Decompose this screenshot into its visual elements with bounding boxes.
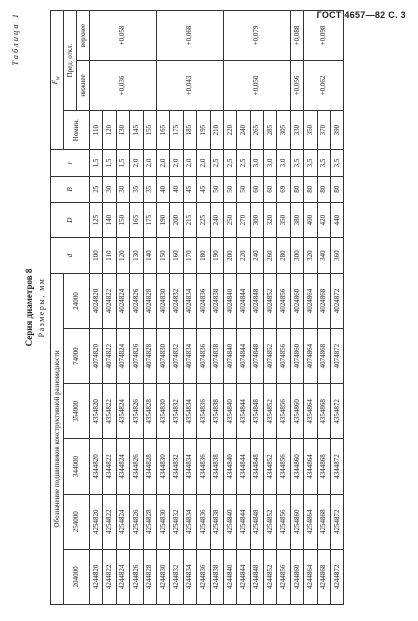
table-cell: 100 [90,238,103,273]
table-cell: 4244844 [237,549,250,604]
col-B-header: B [51,176,90,202]
table-cell: 1,5 [116,150,129,176]
table-cell: 270 [237,202,250,237]
table-cell: 4024832 [170,273,183,328]
table-cell: 4354852 [264,384,277,439]
table-cell: 190 [210,238,223,273]
table-cell: 3,0 [250,150,263,176]
table-cell: 4244828 [143,549,156,604]
table-cell: 4074830 [156,329,169,384]
table-cell: 360 [331,238,344,273]
table-cell: 4074834 [183,329,196,384]
table-cell: 4354834 [183,384,196,439]
table-cell: 4074822 [103,329,116,384]
table-cell: 130 [130,238,143,273]
table-cell: 4244838 [210,549,223,604]
table-cell: 4344838 [210,439,223,494]
table-cell: 4354824 [116,384,129,439]
table-cell: 440 [331,202,344,237]
rotated-page [10,10,402,605]
table-cell: 350 [304,110,317,149]
table-cell: 4354826 [130,384,143,439]
table-cell: 150 [116,202,129,237]
table-head [51,11,90,605]
table-cell: 4244820 [90,549,103,604]
table-cell: 2,0 [143,150,156,176]
table-cell: 370 [317,110,330,149]
tolerance-upper: +0,079 [223,11,290,61]
table-cell: 165 [156,110,169,149]
table-cell: 225 [197,202,210,237]
table-cell: 175 [143,202,156,237]
table-cell: 45 [183,176,196,202]
fw-subscript: w [55,76,62,80]
table-cell: 2,0 [170,150,183,176]
table-cell: 69 [277,176,290,202]
table-cell: 4254836 [197,494,210,549]
table-cell: 80 [317,176,330,202]
table-cell: 4344852 [264,439,277,494]
table-cell: 50 [210,176,223,202]
table-cell: 4244826 [130,549,143,604]
table-cell: 4344834 [183,439,196,494]
table-cell: 350 [277,202,290,237]
table-cell: 140 [103,202,116,237]
table-cell: 4024820 [90,273,103,328]
table-body [90,11,344,605]
table-cell: 180 [197,238,210,273]
table-cell: 4244822 [103,549,116,604]
table-row [290,11,303,605]
table-cell: 4254864 [304,494,317,549]
table-cell: 30 [103,176,116,202]
table-cell: 4354840 [223,384,236,439]
table-cell: 4074836 [197,329,210,384]
table-cell: 380 [290,202,303,237]
tolerance-lower: +0,062 [304,61,344,111]
table-cell: 4244868 [317,549,330,604]
table-cell: 305 [277,110,290,149]
table-row [304,11,317,605]
table-cell: 145 [130,110,143,149]
table-cell: 4244848 [250,549,263,604]
table-cell: 4244830 [156,549,169,604]
table-cell: 4024824 [116,273,129,328]
table-cell: 4254826 [130,494,143,549]
table-cell: 4344824 [116,439,129,494]
table-cell: 200 [223,238,236,273]
table-subtitle: Размеры, мм [37,277,46,338]
table-cell: 150 [156,238,169,273]
type-header: 204000 [64,549,90,604]
table-cell: 215 [183,202,196,237]
table-cell: 4254840 [223,494,236,549]
table-cell: 2,0 [130,150,143,176]
type-header: 24000 [64,273,90,328]
table-cell: 140 [143,238,156,273]
table-cell: 4354836 [197,384,210,439]
table-cell: 4344830 [156,439,169,494]
table-title: Серия диаметров 8 [24,268,34,347]
table-cell: 4344828 [143,439,156,494]
tolerance-lower: +0,043 [156,61,223,111]
table-cell: 3,0 [277,150,290,176]
table-cell: 4074868 [317,329,330,384]
table-cell: 285 [264,110,277,149]
table-cell: 4074838 [210,329,223,384]
lower-header: нижнее [77,61,90,111]
table-cell: 4344836 [197,439,210,494]
table-cell: 1,5 [103,150,116,176]
table-cell: 35 [143,176,156,202]
table-cell: 4354820 [90,384,103,439]
tolerance-lower: +0,036 [90,61,157,111]
table-cell: 4074828 [143,329,156,384]
table-cell: 4074824 [116,329,129,384]
table-cell: 4024838 [210,273,223,328]
table-cell: 4344840 [223,439,236,494]
table-cell: 155 [143,110,156,149]
table-cell: 4354830 [156,384,169,439]
table-cell: 4074860 [290,329,303,384]
table-cell: 4024828 [143,273,156,328]
table-row [90,11,103,605]
table-cell: 4254838 [210,494,223,549]
tolerance-lower: +0,056 [290,61,303,111]
table-cell: 25 [90,176,103,202]
table-cell: 4024844 [237,273,250,328]
table-cell: 190 [156,202,169,237]
table-cell: 4254872 [331,494,344,549]
table-cell: 3,5 [304,150,317,176]
table-cell: 4244834 [183,549,196,604]
table-cell: 3,5 [331,150,344,176]
table-row [223,11,236,605]
table-cell: 4024848 [250,273,263,328]
table-cell: 60 [264,176,277,202]
table-cell: 4254830 [156,494,169,549]
page-header: ГОСТ 4657—82 С. 3 [316,10,406,20]
table-cell: 110 [103,238,116,273]
table-cell: 280 [277,238,290,273]
table-cell: 130 [116,110,129,149]
table-cell: 4344822 [103,439,116,494]
bearing-table [50,10,344,605]
table-cell: 4254820 [90,494,103,549]
table-cell: 4354868 [317,384,330,439]
tolerance-upper: +0,088 [290,11,303,61]
table-cell: 3,0 [264,150,277,176]
table-cell: 4344826 [130,439,143,494]
table-cell: 4074872 [331,329,344,384]
table-cell: 80 [331,176,344,202]
table-cell: 2,0 [156,150,169,176]
table-cell: 320 [304,238,317,273]
table-cell: 35 [130,176,143,202]
table-cell: 4024840 [223,273,236,328]
table-cell: 4254832 [170,494,183,549]
table-cell: 4354822 [103,384,116,439]
table-cell: 175 [170,110,183,149]
table-cell: 160 [170,238,183,273]
table-cell: 4354848 [250,384,263,439]
table-cell: 4354828 [143,384,156,439]
table-cell: 4024822 [103,273,116,328]
table-cell: 4024868 [317,273,330,328]
table-cell: 4254856 [277,494,290,549]
table-cell: 165 [130,202,143,237]
table-cell: 4344864 [304,439,317,494]
table-cell: 2,5 [237,150,250,176]
table-cell: 4254822 [103,494,116,549]
table-cell: 320 [264,202,277,237]
table-cell: 4024872 [331,273,344,328]
table-cell: 4024826 [130,273,143,328]
table-cell: 4074856 [277,329,290,384]
col-Fw-header [51,11,64,150]
table-cell: 4024852 [264,273,277,328]
type-header: 344000 [64,439,90,494]
table-cell: 125 [90,202,103,237]
table-cell: 330 [290,110,303,149]
table-cell: 45 [197,176,210,202]
table-cell: 340 [317,238,330,273]
table-cell: 260 [264,238,277,273]
table-cell: 4244824 [116,549,129,604]
table-cell: 4074844 [237,329,250,384]
table-cell: 4344848 [250,439,263,494]
table-cell: 40 [170,176,183,202]
table-cell: 170 [183,238,196,273]
tolerance-upper: +0,068 [156,11,223,61]
table-number: Таблица 1 [10,12,20,66]
table-cell: 4354832 [170,384,183,439]
table-cell: 4254828 [143,494,156,549]
table-cell: 4254824 [116,494,129,549]
table-cell: 4344832 [170,439,183,494]
table-cell: 4254852 [264,494,277,549]
table-cell: 220 [237,238,250,273]
table-cell: 4024834 [183,273,196,328]
type-header: 74000 [64,329,90,384]
deviation-header: Пред. откл. [64,11,77,111]
table-cell: 4024836 [197,273,210,328]
table-cell: 300 [290,238,303,273]
table-cell: 3,5 [317,150,330,176]
table-cell: 4344872 [331,439,344,494]
table-cell: 4344820 [90,439,103,494]
table-cell: 80 [304,176,317,202]
table-cell: 4254868 [317,494,330,549]
table-cell: 4074848 [250,329,263,384]
nominal-header: Номин. [64,110,90,149]
table-cell: 120 [103,110,116,149]
col-D-header: D [51,202,90,237]
tolerance-upper: +0,098 [304,11,344,61]
table-cell: 4244840 [223,549,236,604]
table-cell: 200 [170,202,183,237]
col-r-header: r [51,150,90,176]
table-cell: 80 [290,176,303,202]
table-cell: 4244872 [331,549,344,604]
table-cell: 195 [197,110,210,149]
table-cell: 4024860 [290,273,303,328]
table-cell: 240 [250,238,263,273]
table-cell: 4254844 [237,494,250,549]
type-header: 354000 [64,384,90,439]
table-cell: 4074864 [304,329,317,384]
table-cell: 30 [116,176,129,202]
group-header: Обозначение подшипников конструктивной разновидности [51,273,64,604]
tolerance-upper: +0,058 [90,11,157,61]
table-cell: 4254834 [183,494,196,549]
table-cell: 4074820 [90,329,103,384]
table-cell: 4344844 [237,439,250,494]
table-cell: 4074826 [130,329,143,384]
type-header: 254000 [64,494,90,549]
table-cell: 2,0 [197,150,210,176]
table-cell: 60 [250,176,263,202]
table-cell: 50 [237,176,250,202]
table-cell: 4244836 [197,549,210,604]
table-cell: 185 [183,110,196,149]
table-cell: 4254860 [290,494,303,549]
table-cell: 3,5 [290,150,303,176]
table-cell: 4354872 [331,384,344,439]
table-cell: 120 [116,238,129,273]
table-cell: 4244860 [290,549,303,604]
table-cell: 240 [210,202,223,237]
table-cell: 4024830 [156,273,169,328]
table-cell: 1,5 [90,150,103,176]
table-cell: 4244852 [264,549,277,604]
table-cell: 420 [317,202,330,237]
table-cell: 4354838 [210,384,223,439]
table-cell: 210 [210,110,223,149]
table-cell: 4354864 [304,384,317,439]
fw-symbol: F [50,80,59,85]
table-cell: 4344856 [277,439,290,494]
table-cell: 4254848 [250,494,263,549]
table-cell: 4244832 [170,549,183,604]
table-cell: 4074840 [223,329,236,384]
table-cell: 40 [156,176,169,202]
table-cell: 220 [223,110,236,149]
upper-header: верхнее [77,11,90,61]
table-cell: 2,0 [183,150,196,176]
table-cell: 2,5 [223,150,236,176]
table-cell: 110 [90,110,103,149]
table-cell: 4344860 [290,439,303,494]
table-cell: 4074832 [170,329,183,384]
table-cell: 50 [223,176,236,202]
table-cell: 4024864 [304,273,317,328]
table-cell: 400 [304,202,317,237]
table-cell: 250 [223,202,236,237]
table-cell: 390 [331,110,344,149]
table-cell: 2,5 [210,150,223,176]
col-d-header: d [51,238,90,273]
table-cell: 4244864 [304,549,317,604]
table-cell: 265 [250,110,263,149]
table-cell: 4244856 [277,549,290,604]
tolerance-lower: +0,050 [223,61,290,111]
table-cell: 4354856 [277,384,290,439]
table-cell: 4074852 [264,329,277,384]
table-row [156,11,169,605]
table-cell: 4354860 [290,384,303,439]
table-cell: 4024856 [277,273,290,328]
table-cell: 4344868 [317,439,330,494]
table-cell: 240 [237,110,250,149]
table-cell: 4354844 [237,384,250,439]
table-cell: 300 [250,202,263,237]
